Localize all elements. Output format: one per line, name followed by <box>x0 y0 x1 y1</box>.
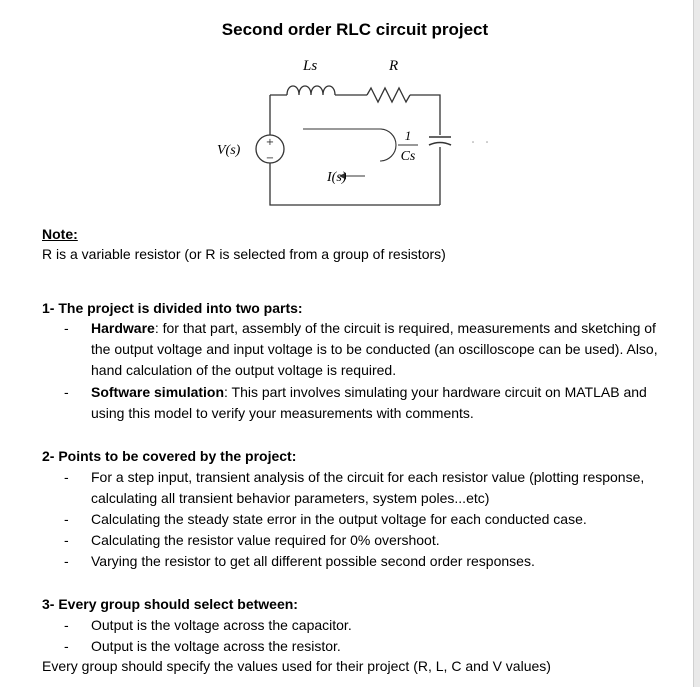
section3-heading: 3- Every group should select between: <box>42 596 298 612</box>
bullet: - <box>64 384 69 400</box>
capacitor-den: Cs <box>400 149 416 164</box>
note-label: Note: <box>42 226 78 242</box>
section2-item: Calculating the steady state error in the output voltage for each conducted case. <box>91 511 587 527</box>
resistor-zigzag <box>367 88 410 102</box>
wire-top-right <box>410 95 440 135</box>
page-title: Second order RLC circuit project <box>221 20 489 39</box>
rlc-circuit-diagram <box>205 50 505 215</box>
current-loop-arrow <box>303 129 396 161</box>
svg-text:+: + <box>265 137 275 148</box>
section1-item: Hardware: for that part, assembly of the circuit is required, measurements and sketching of the output voltage and input voltage is to be conducted (an oscilloscope can be used). Also, hand calculation of the output voltage is required. <box>91 320 658 378</box>
bullet: - <box>64 532 69 548</box>
bullet: - <box>64 638 69 654</box>
section3-footer: Every group should specify the values used for their project (R, L, C and V values) <box>42 658 551 674</box>
inductor-label: Ls <box>303 58 318 74</box>
bullet: - <box>64 553 69 569</box>
inductor-coil <box>287 86 335 95</box>
svg-text:−: − <box>265 153 275 164</box>
capacitor-num: 1 <box>404 128 412 143</box>
section1-heading: 1- The project is divided into two parts: <box>42 300 303 316</box>
section2-heading: 2- Points to be covered by the project: <box>42 448 297 464</box>
wire-bottom <box>270 163 440 205</box>
source-label: V(s) <box>217 143 241 158</box>
section3-item: Output is the voltage across the capacitor. <box>91 617 352 633</box>
bullet: - <box>64 511 69 527</box>
note-text: R is a variable resistor (or R is selected from a group of resistors) <box>42 246 446 262</box>
section2-item: For a step input, transient analysis of the circuit for each resistor value (plotting response, calculating all transient behavior parameters, system poles...etc) <box>91 469 645 506</box>
section2-item: Varying the resistor to get all different possible second order responses. <box>91 553 535 569</box>
current-label: I(s) <box>327 170 347 185</box>
bullet: - <box>64 617 69 633</box>
bullet: - <box>64 320 69 336</box>
resistor-label: R <box>389 58 399 74</box>
section3-item: Output is the voltage across the resistor. <box>91 638 341 654</box>
section1-item: Software simulation: This part involves simulating your hardware circuit on MATLAB and using this model to verify your measurements with comments. <box>91 384 647 421</box>
bullet: - <box>64 469 69 485</box>
capacitor-plate-bottom <box>429 143 451 146</box>
section2-item: Calculating the resistor value required for 0% overshoot. <box>91 532 440 548</box>
page-edge <box>693 0 700 687</box>
